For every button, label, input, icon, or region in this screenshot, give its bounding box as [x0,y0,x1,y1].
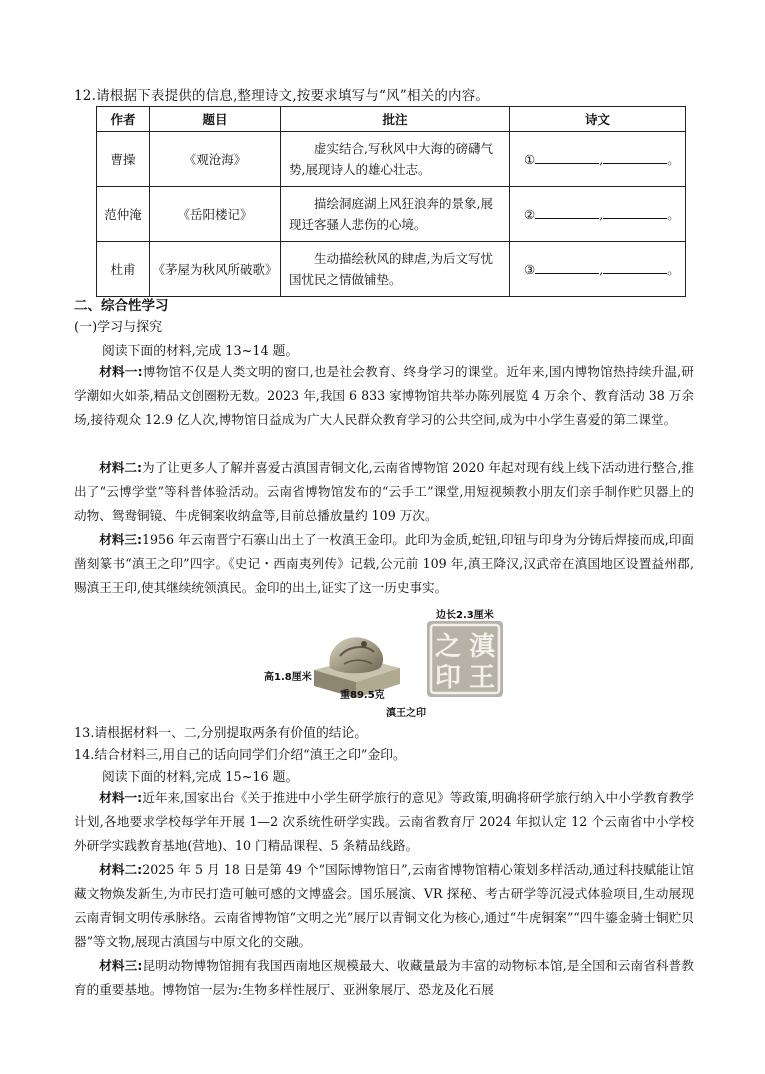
blank-number: ② [524,207,536,222]
blank-line[interactable] [603,205,667,219]
blank-line[interactable] [603,150,667,164]
question-14: 14.结合材料三,用自己的话向同学们介绍“滇王之印”金印。 [74,748,406,763]
material-label: 材料二: [99,862,143,877]
question-12: 12.请根据下表提供的信息,整理诗文,按要求填写与“风”相关的内容。 [74,88,490,104]
blank-line[interactable] [535,150,599,164]
cell-title: 《观沧海》 [150,132,281,187]
blank-comma: , [599,152,604,167]
reading-instruction: 阅读下面的材料,完成 15~16 题。 [102,770,299,785]
seal-char: 王 [468,663,496,693]
material-label: 材料一: [99,790,143,805]
cell-author: 杜甫 [97,242,150,297]
cell-poem-blank[interactable] [510,132,686,187]
blank-line[interactable] [535,205,599,219]
cell-note: 生动描绘秋风的肆虐,为后文写忧国忧民之情做铺垫。 [281,242,510,297]
question-13: 13.请根据材料一、二,分别提取两条有价值的结论。 [74,726,368,741]
material-text: 博物馆不仅是人类文明的窗口,也是社会教育、终身学习的课堂。近年来,国内博物馆热持续升温,研学潮如火如荼,精品文创圈粉无数。2023 年,我国 6 833 家博物馆共举办陈列展览 4 万余个、教育活动 38 万余场,接待观众 12.9 亿人次,博物馆日益成为广大人民群众教育学习的公共空间,成为中小学生喜爱的第二课堂。 [74,364,694,427]
material-label: 材料三: [99,958,143,973]
seal-char: 印 [434,663,462,693]
cell-note: 描绘洞庭湖上风狂浪奔的景象,展现迁客骚人悲伤的心境。 [281,187,510,242]
blank-line[interactable] [603,260,667,274]
cell-title: 《岳阳楼记》 [150,187,281,242]
blank-number: ③ [524,262,536,277]
material-2 [74,858,694,954]
seal-weight-label: 重89.5克 [340,690,385,701]
header-title: 题目 [150,107,281,132]
figure-caption: 滇王之印 [386,708,426,719]
seal-height-label: 高1.8厘米 [264,672,312,683]
material-label: 材料一: [99,364,143,379]
seal-side-label: 边长2.3厘米 [436,610,494,621]
blank-period: 。 [667,152,680,167]
seal-char: 之 [434,632,462,662]
seal-impression [426,620,504,698]
reading-instruction: 阅读下面的材料,完成 13~14 题。 [102,344,299,359]
table-row [97,187,686,242]
cell-author: 曹操 [97,132,150,187]
material-2 [74,456,694,528]
material-text: 1956 年云南晋宁石寨山出土了一枚滇王金印。此印为金质,蛇钮,印钮与印身为分铸后焊接而成,印面凿刻篆书“滇王之印”四字。《史记・西南夷列传》记载,公元前 109 年,滇王降汉,汉武帝在滇国地区设置益州郡,赐滇王王印,使其继续统领滇民。金印的出土,证实了这一历史事实。 [74,532,694,595]
header-author: 作者 [97,107,150,132]
blank-number: ① [524,152,536,167]
material-3 [74,528,694,600]
material-3 [74,954,694,1002]
table-row [97,132,686,187]
section-title: 二、综合性学习 [74,298,169,314]
cell-poem-blank[interactable] [510,242,686,297]
material-label: 材料三: [99,532,143,547]
blank-comma: , [599,207,604,222]
header-poem: 诗文 [510,107,686,132]
cell-note: 虚实结合,写秋风中大海的磅礴气势,展现诗人的雄心壮志。 [281,132,510,187]
poem-table [96,106,686,297]
cell-author: 范仲淹 [97,187,150,242]
material-text: 昆明动物博物馆拥有我国西南地区规模最大、收藏量最为丰富的动物标本馆,是全国和云南省科普教育的重要基地。博物馆一层为:生物多样性展厅、亚洲象展厅、恐龙及化石展 [74,958,694,997]
table-header-row [97,107,686,132]
header-note: 批注 [281,107,510,132]
blank-comma: , [599,262,604,277]
blank-period: 。 [667,207,680,222]
material-1 [74,360,694,432]
blank-line[interactable] [535,260,599,274]
material-label: 材料二: [99,460,143,475]
material-1 [74,786,694,858]
table-row [97,242,686,297]
blank-period: 。 [667,262,680,277]
material-text: 为了让更多人了解并喜爱古滇国青铜文化,云南省博物馆 2020 年起对现有线上线下活动进行整合,推出了“云博学堂”等科普体验活动。云南省博物馆发布的“云手工”课堂,用短视频教小朋友们亲手制作贮贝器上的动物、鸳鸯铜镜、牛虎铜案收纳盒等,目前总播放量约 109 万次。 [74,460,694,523]
seal-char: 滇 [468,632,496,662]
subsection-title: (一)学习与探究 [74,320,163,335]
material-text: 2025 年 5 月 18 日是第 49 个“国际博物馆日”,云南省博物馆精心策划多样活动,通过科技赋能让馆藏文物焕发新生,为市民打造可触可感的文博盛会。国乐展演、VR 探秘、考古研学等沉浸式体验项目,生动展现云南青铜文明传承脉络。云南省博物馆“文明之光”展厅以青铜文化为核心,通过“牛虎铜案”“四牛鎏金骑士铜贮贝器”等文物,展现古滇国与中原文化的交融。 [74,862,694,949]
material-text: 近年来,国家出台《关于推进中小学生研学旅行的意见》等政策,明确将研学旅行纳入中小学教育教学计划,各地要求学校每学年开展 1—2 次系统性研学实践。云南省教育厅 2024 年拟认定 12 个云南省中小学校外研学实践教育基地(营地)、10 门精品课程、5 条精品线路。 [74,790,694,853]
cell-poem-blank[interactable] [510,187,686,242]
cell-title: 《茅屋为秋风所破歌》 [150,242,281,297]
